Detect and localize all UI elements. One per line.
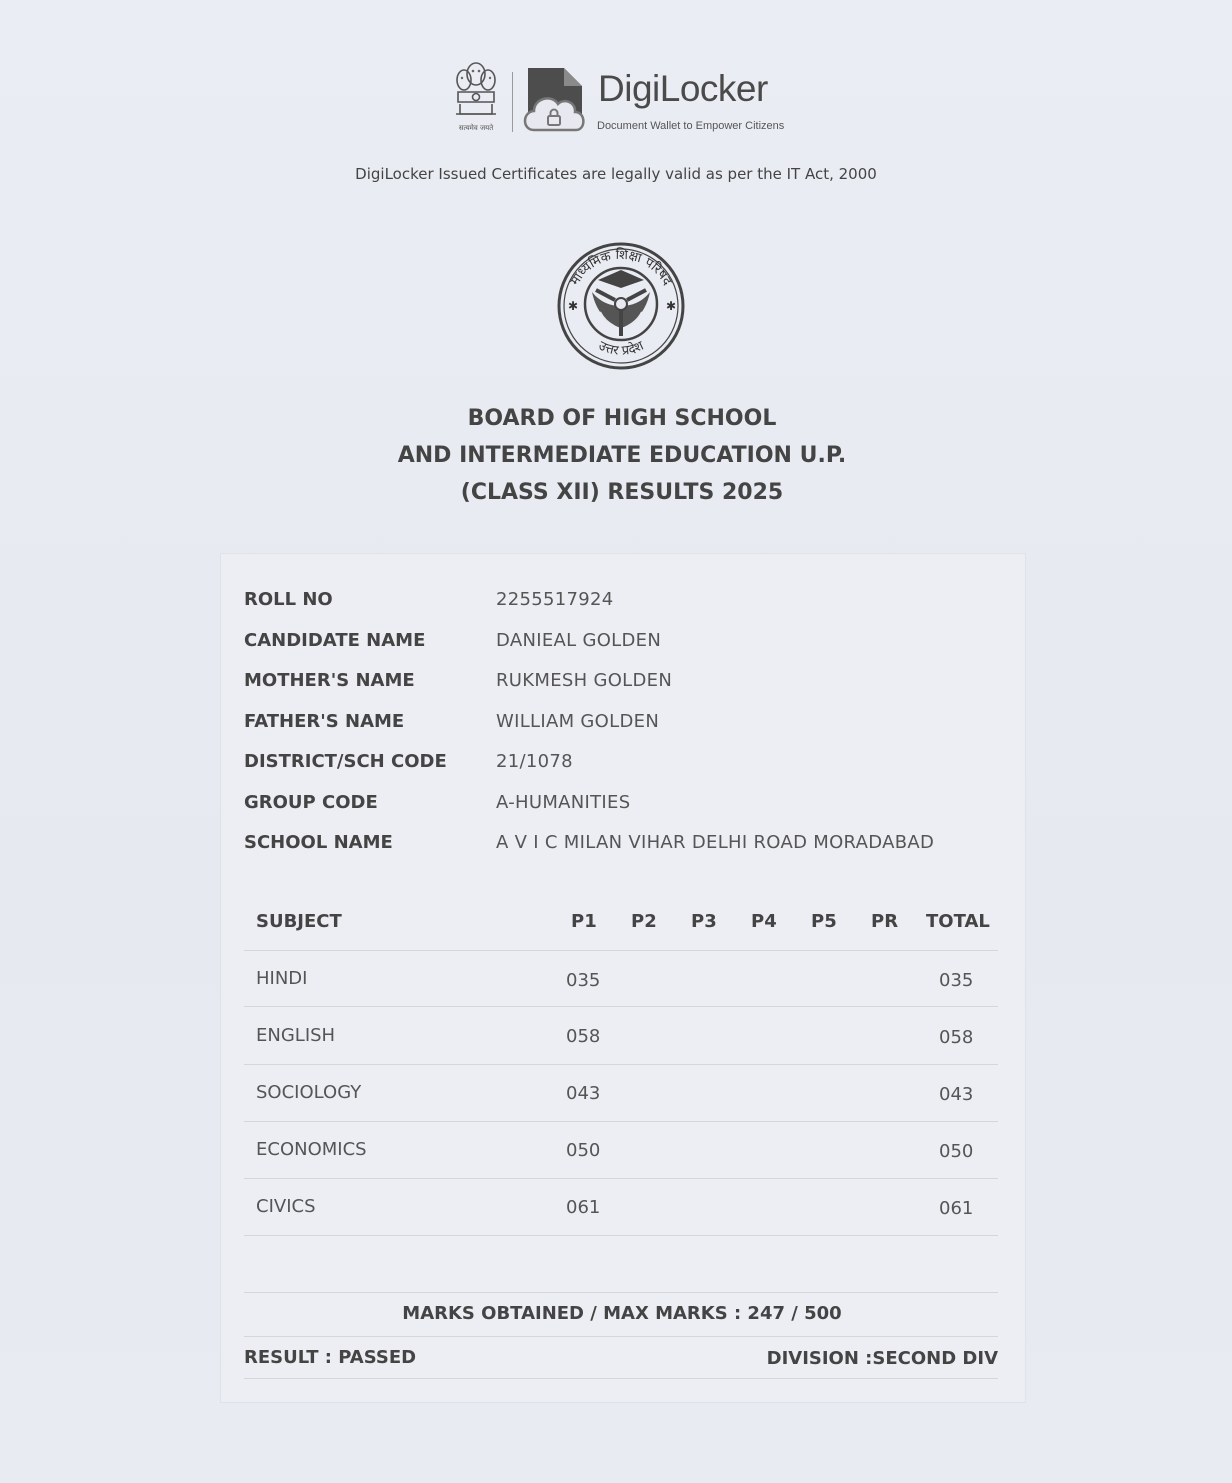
table-row-total: 058 — [939, 1027, 974, 1048]
summary-rule-middle — [244, 1336, 998, 1337]
father-name-value: WILLIAM GOLDEN — [496, 711, 660, 732]
result-status: RESULT : PASSED — [244, 1347, 417, 1368]
table-row-subject: HINDI — [256, 968, 308, 989]
table-row-total: 061 — [939, 1198, 974, 1219]
digilocker-tagline: Document Wallet to Empower Citizens — [597, 120, 785, 132]
board-title-line3: (CLASS XII) RESULTS 2025 — [460, 480, 784, 505]
header-p3: P3 — [691, 911, 717, 932]
division-status: DIVISION :SECOND DIV — [766, 1348, 998, 1369]
candidate-name-label: CANDIDATE NAME — [244, 630, 426, 651]
candidate-name-value: DANIEAL GOLDEN — [496, 630, 662, 651]
header-p1: P1 — [571, 911, 597, 932]
mother-name-label: MOTHER'S NAME — [244, 670, 415, 691]
header-total: TOTAL — [926, 911, 990, 932]
marks-obtained: MARKS OBTAINED / MAX MARKS : 247 / 500 — [402, 1303, 842, 1324]
table-row-p1: 050 — [566, 1140, 601, 1161]
table-row-p1: 061 — [566, 1197, 601, 1218]
board-seal-icon — [550, 240, 692, 370]
summary-rule-top — [244, 1292, 998, 1293]
school-name-label: SCHOOL NAME — [244, 832, 393, 853]
legal-notice: DigiLocker Issued Certificates are legally valid as per the IT Act, 2000 — [355, 165, 877, 183]
table-row-p1: 058 — [566, 1026, 601, 1047]
group-code-label: GROUP CODE — [244, 792, 378, 813]
header-subject: SUBJECT — [256, 911, 342, 932]
mother-name-value: RUKMESH GOLDEN — [496, 670, 673, 691]
svg-text:✱: ✱ — [568, 299, 579, 313]
seal-bottom-text: उत्तर प्रदेश — [595, 338, 647, 359]
table-row-subject: ECONOMICS — [256, 1139, 367, 1160]
table-rule — [244, 1006, 998, 1007]
emblem-motto: सत्यमेव जयते — [458, 124, 494, 132]
group-code-value: A-HUMANITIES — [496, 792, 631, 813]
table-row-total: 043 — [939, 1084, 974, 1105]
table-row-total: 050 — [939, 1141, 974, 1162]
digilocker-logo-icon — [518, 64, 592, 136]
table-rule — [244, 1064, 998, 1065]
header-p2: P2 — [631, 911, 657, 932]
roll-no-label: ROLL NO — [244, 589, 333, 610]
svg-text:✱: ✱ — [666, 299, 677, 313]
national-emblem-icon — [450, 56, 502, 138]
digilocker-brand: DigiLocker — [598, 68, 768, 109]
table-row-subject: SOCIOLOGY — [256, 1082, 362, 1103]
table-row-total: 035 — [939, 970, 974, 991]
table-rule — [244, 1235, 998, 1236]
header-pr: PR — [871, 911, 899, 932]
father-name-label: FATHER'S NAME — [244, 711, 405, 732]
table-row-subject: CIVICS — [256, 1196, 316, 1217]
district-code-value: 21/1078 — [496, 751, 573, 772]
seal-top-text: माध्यमिक शिक्षा परिषद — [567, 247, 675, 289]
table-row-subject: ENGLISH — [256, 1025, 336, 1046]
board-title-line2: AND INTERMEDIATE EDUCATION U.P. — [397, 443, 847, 468]
board-title-line1: BOARD OF HIGH SCHOOL — [467, 406, 777, 431]
school-name-value: A V I C MILAN VIHAR DELHI ROAD MORADABAD — [496, 832, 935, 853]
table-rule — [244, 1178, 998, 1179]
district-code-label: DISTRICT/SCH CODE — [244, 751, 447, 772]
table-row-p1: 035 — [566, 970, 601, 991]
board-title — [0, 400, 1232, 511]
header-p4: P4 — [751, 911, 777, 932]
roll-no-value: 2255517924 — [496, 589, 614, 610]
summary-rule-bottom — [244, 1378, 998, 1379]
header-divider — [512, 72, 513, 132]
table-row-p1: 043 — [566, 1083, 601, 1104]
table-rule — [244, 950, 998, 951]
header-p5: P5 — [811, 911, 837, 932]
table-rule — [244, 1121, 998, 1122]
